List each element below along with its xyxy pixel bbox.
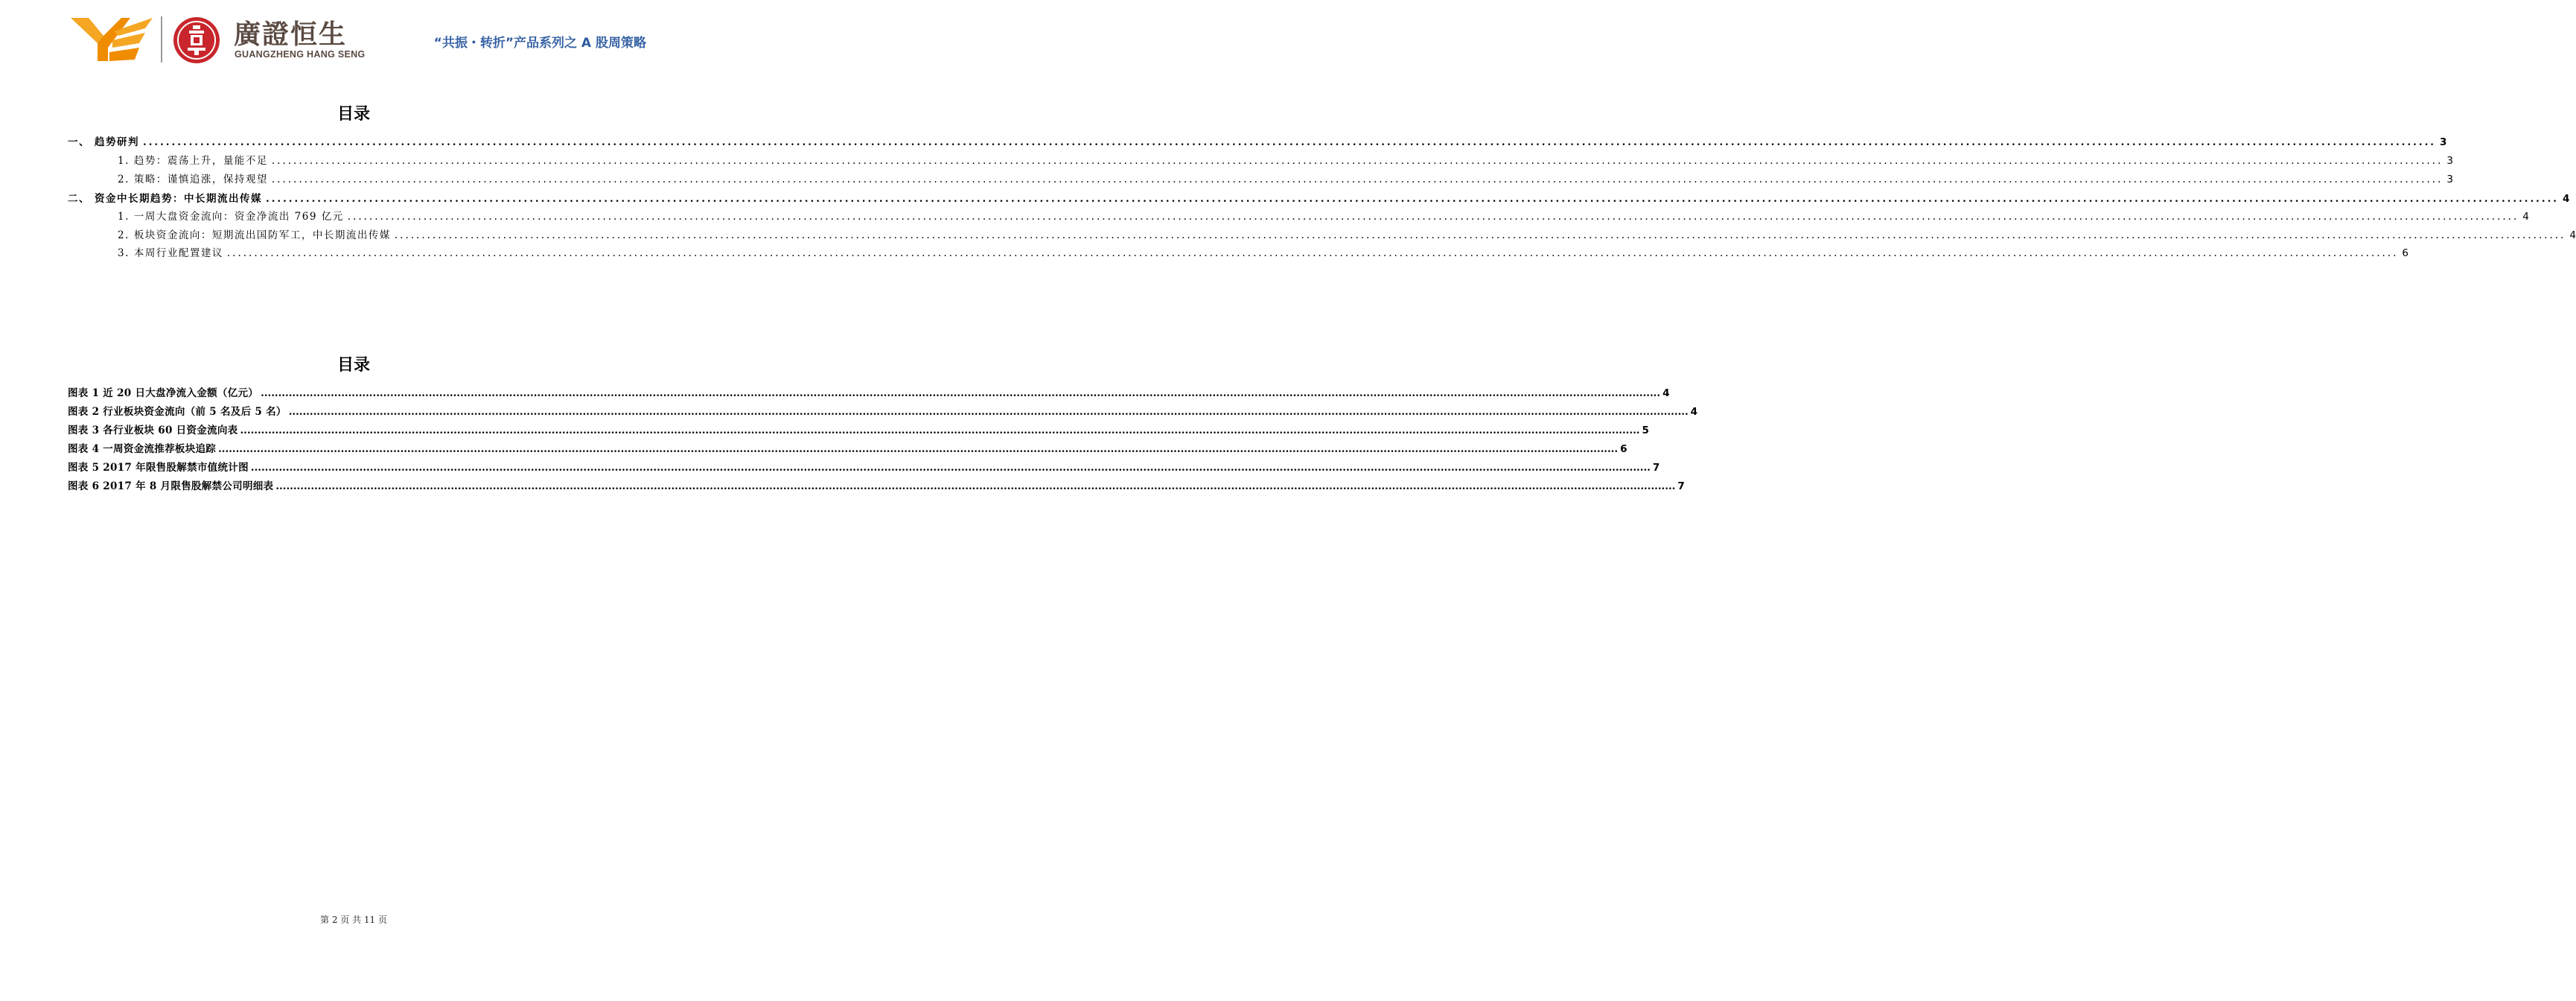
report-series-title: “共振・转折”产品系列之 A 股周策略	[433, 36, 646, 51]
figure-entry-title: 图表 3 各行业板块 60 日资金流向表	[68, 425, 238, 436]
toc-subsection-entry[interactable]	[118, 208, 2529, 223]
toc-entry-number: 二、	[68, 193, 90, 205]
toc-entry-number: 2.	[118, 174, 130, 185]
toc-section-entry[interactable]	[68, 190, 2570, 205]
toc-dot-leader: ................................................................................................................................................................................................................................................................................................................................................................................................................	[143, 136, 2436, 148]
ye-logo-icon	[71, 15, 153, 63]
toc-entry-page: 6	[2402, 247, 2408, 259]
brand-name-cn: 廣證恒生	[234, 19, 348, 50]
toc-entry-page: 3	[2446, 155, 2453, 167]
toc-entry-number: 3.	[118, 247, 130, 259]
figure-list-entry[interactable]	[68, 459, 1660, 474]
figure-dot-leader: ................................................................................................................................................................................................................................................................................................................................................................................................................	[250, 462, 1651, 474]
figure-list-entry[interactable]	[68, 384, 1670, 399]
toc-entry-number: 一、	[68, 136, 90, 148]
toc-entry-number: 2.	[118, 229, 130, 241]
toc-entry-title: 资金中长期趋势：中长期流出传媒	[95, 193, 262, 205]
toc-entry-page: 3	[2439, 136, 2447, 148]
toc-dot-leader: ................................................................................................................................................................................................................................................................................................................................................................................................................	[271, 174, 2443, 185]
figure-entry-page: 7	[1677, 480, 1685, 492]
figure-entry-title: 图表 4 一周资金流推荐板块追踪	[68, 443, 217, 455]
toc-entry-number: 1.	[118, 155, 130, 167]
figure-list-entry[interactable]	[68, 422, 1649, 436]
figure-dot-leader: ................................................................................................................................................................................................................................................................................................................................................................................................................	[275, 480, 1676, 492]
figure-entry-page: 4	[1690, 406, 1698, 418]
toc-subsection-entry[interactable]	[118, 171, 2453, 185]
toc-entry-title: 趋势：震荡上升，量能不足	[133, 155, 268, 167]
toc-entry-page: 4	[2562, 193, 2570, 205]
hang-seng-seal-icon	[173, 16, 220, 64]
toc-subsection-entry[interactable]	[118, 152, 2453, 167]
brand-name-en: GUANGZHENG HANG SENG	[235, 49, 366, 60]
figure-entry-title: 图表 5 2017 年限售股解禁市值统计图	[68, 462, 249, 474]
figure-list-entry[interactable]	[68, 403, 1698, 418]
toc-entry-page: 4	[2569, 229, 2576, 241]
figure-dot-leader: ................................................................................................................................................................................................................................................................................................................................................................................................................	[261, 387, 1661, 399]
toc-dot-leader: ................................................................................................................................................................................................................................................................................................................................................................................................................	[266, 193, 2559, 205]
figure-entry-page: 4	[1662, 387, 1670, 399]
page-footer: 第 2 页 共 11 页	[320, 915, 387, 925]
toc-dot-leader: ................................................................................................................................................................................................................................................................................................................................................................................................................	[226, 247, 2399, 259]
toc-dot-leader: ................................................................................................................................................................................................................................................................................................................................................................................................................	[394, 229, 2566, 241]
figure-dot-leader: ................................................................................................................................................................................................................................................................................................................................................................................................................	[240, 425, 1640, 436]
figure-dot-leader: ................................................................................................................................................................................................................................................................................................................................................................................................................	[288, 406, 1689, 418]
toc-entry-title: 策略：谨慎追涨，保持观望	[133, 174, 268, 185]
page-header	[0, 0, 707, 74]
toc-entry-page: 3	[2446, 174, 2453, 185]
toc-heading: 目录	[337, 105, 370, 124]
toc-entry-title: 本周行业配置建议	[133, 247, 223, 259]
figure-entry-page: 6	[1620, 443, 1627, 455]
figure-entry-title: 图表 1 近 20 日大盘净流入金额（亿元）	[68, 387, 259, 399]
figure-dot-leader: ................................................................................................................................................................................................................................................................................................................................................................................................................	[218, 443, 1619, 455]
figure-entry-title: 图表 6 2017 年 8 月限售股解禁公司明细表	[68, 480, 274, 492]
toc-entry-title: 板块资金流向：短期流出国防军工，中长期流出传媒	[133, 229, 391, 241]
toc-entry-title: 趋势研判	[95, 136, 139, 148]
logo-divider	[161, 16, 162, 63]
toc-dot-leader: ................................................................................................................................................................................................................................................................................................................................................................................................................	[271, 155, 2443, 167]
figure-entry-page: 7	[1652, 462, 1660, 474]
figure-list-entry[interactable]	[68, 440, 1627, 455]
figure-list-entry[interactable]	[68, 477, 1685, 492]
figures-heading: 目录	[337, 356, 370, 375]
toc-entry-page: 4	[2522, 211, 2529, 223]
toc-entry-number: 1.	[118, 211, 130, 223]
figure-entry-title: 图表 2 行业板块资金流向（前 5 名及后 5 名）	[68, 406, 287, 418]
toc-subsection-entry[interactable]	[118, 244, 2408, 259]
figure-entry-page: 5	[1642, 425, 1649, 436]
toc-subsection-entry[interactable]	[118, 226, 2576, 241]
toc-dot-leader: ................................................................................................................................................................................................................................................................................................................................................................................................................	[347, 211, 2519, 223]
toc-section-entry[interactable]	[68, 133, 2447, 148]
toc-entry-title: 一周大盘资金流向：资金净流出 769 亿元	[133, 211, 344, 223]
